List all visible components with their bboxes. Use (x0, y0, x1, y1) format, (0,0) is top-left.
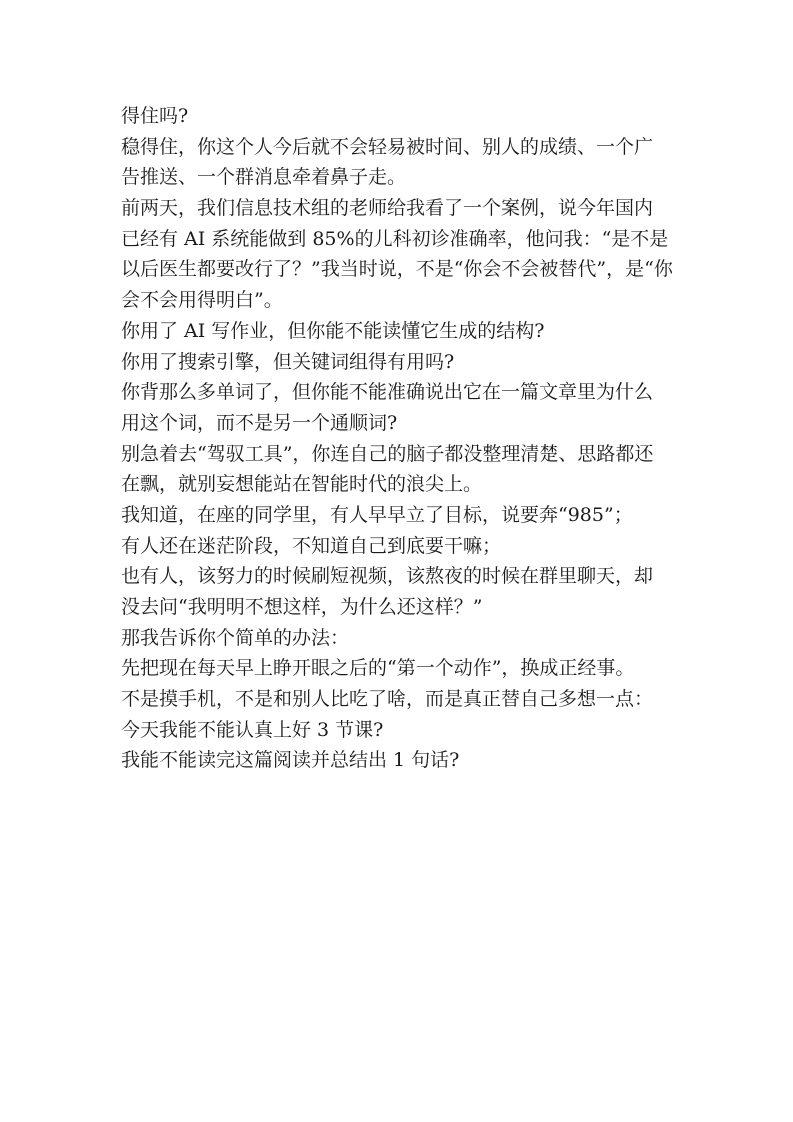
text-line: 会不会用得明白”。 (121, 289, 283, 312)
text-line: 先把现在每天早上睁开眼之后的“第一个动作”，换成正经事。 (121, 657, 635, 680)
text-line: 没去问“我明明不想这样，为什么还这样？” (121, 596, 483, 618)
text-line: 也有人，该努力的时候刷短视频，该熬夜的时候在群里聊天，却 (121, 565, 654, 588)
text-line: 今天我能不能认真上好 3 节课? (121, 718, 384, 741)
text-line: 有人还在迷茫阶段，不知道自己到底要干嘛； (121, 534, 502, 557)
text-line: 得住吗? (121, 105, 189, 127)
text-line: 你背那么多单词了，但你能不能准确说出它在一篇文章里为什么 (121, 381, 654, 404)
document-body (121, 101, 673, 776)
text-line: 以后医生都要改行了？”我当时说，不是“你会不会被替代”，是“你 (121, 258, 673, 281)
text-line: 我能不能读完这篇阅读并总结出 1 句话? (121, 749, 460, 772)
text-line: 已经有 AI 系统能做到 85%的儿科初诊准确率，他问我：“是不是 (121, 227, 669, 250)
text-line: 你用了搜索引擎，但关键词组得有用吗? (121, 350, 455, 373)
text-line: 你用了 AI 写作业，但你能不能读懂它生成的结构? (121, 319, 545, 342)
text-line: 用这个词，而不是另一个通顺词? (121, 411, 398, 434)
text-line: 那我告诉你个简单的办法： (121, 626, 350, 649)
text-line: 我知道，在座的同学里，有人早早立了目标，说要奔“985”； (121, 503, 633, 526)
text-line: 在飘，就别妄想能站在智能时代的浪尖上。 (121, 473, 483, 496)
text-line: 告推送、一个群消息牵着鼻子走。 (121, 166, 407, 189)
text-line: 别急着去“驾驭工具”，你连自己的脑子都没整理清楚、思路都还 (121, 442, 654, 465)
text-line: 稳得住，你这个人今后就不会轻易被时间、别人的成绩、一个广 (121, 135, 654, 158)
text-line: 不是摸手机，不是和别人比吃了啥，而是真正替自己多想一点： (121, 688, 654, 711)
text-line: 前两天，我们信息技术组的老师给我看了一个案例，说今年国内 (121, 197, 654, 220)
